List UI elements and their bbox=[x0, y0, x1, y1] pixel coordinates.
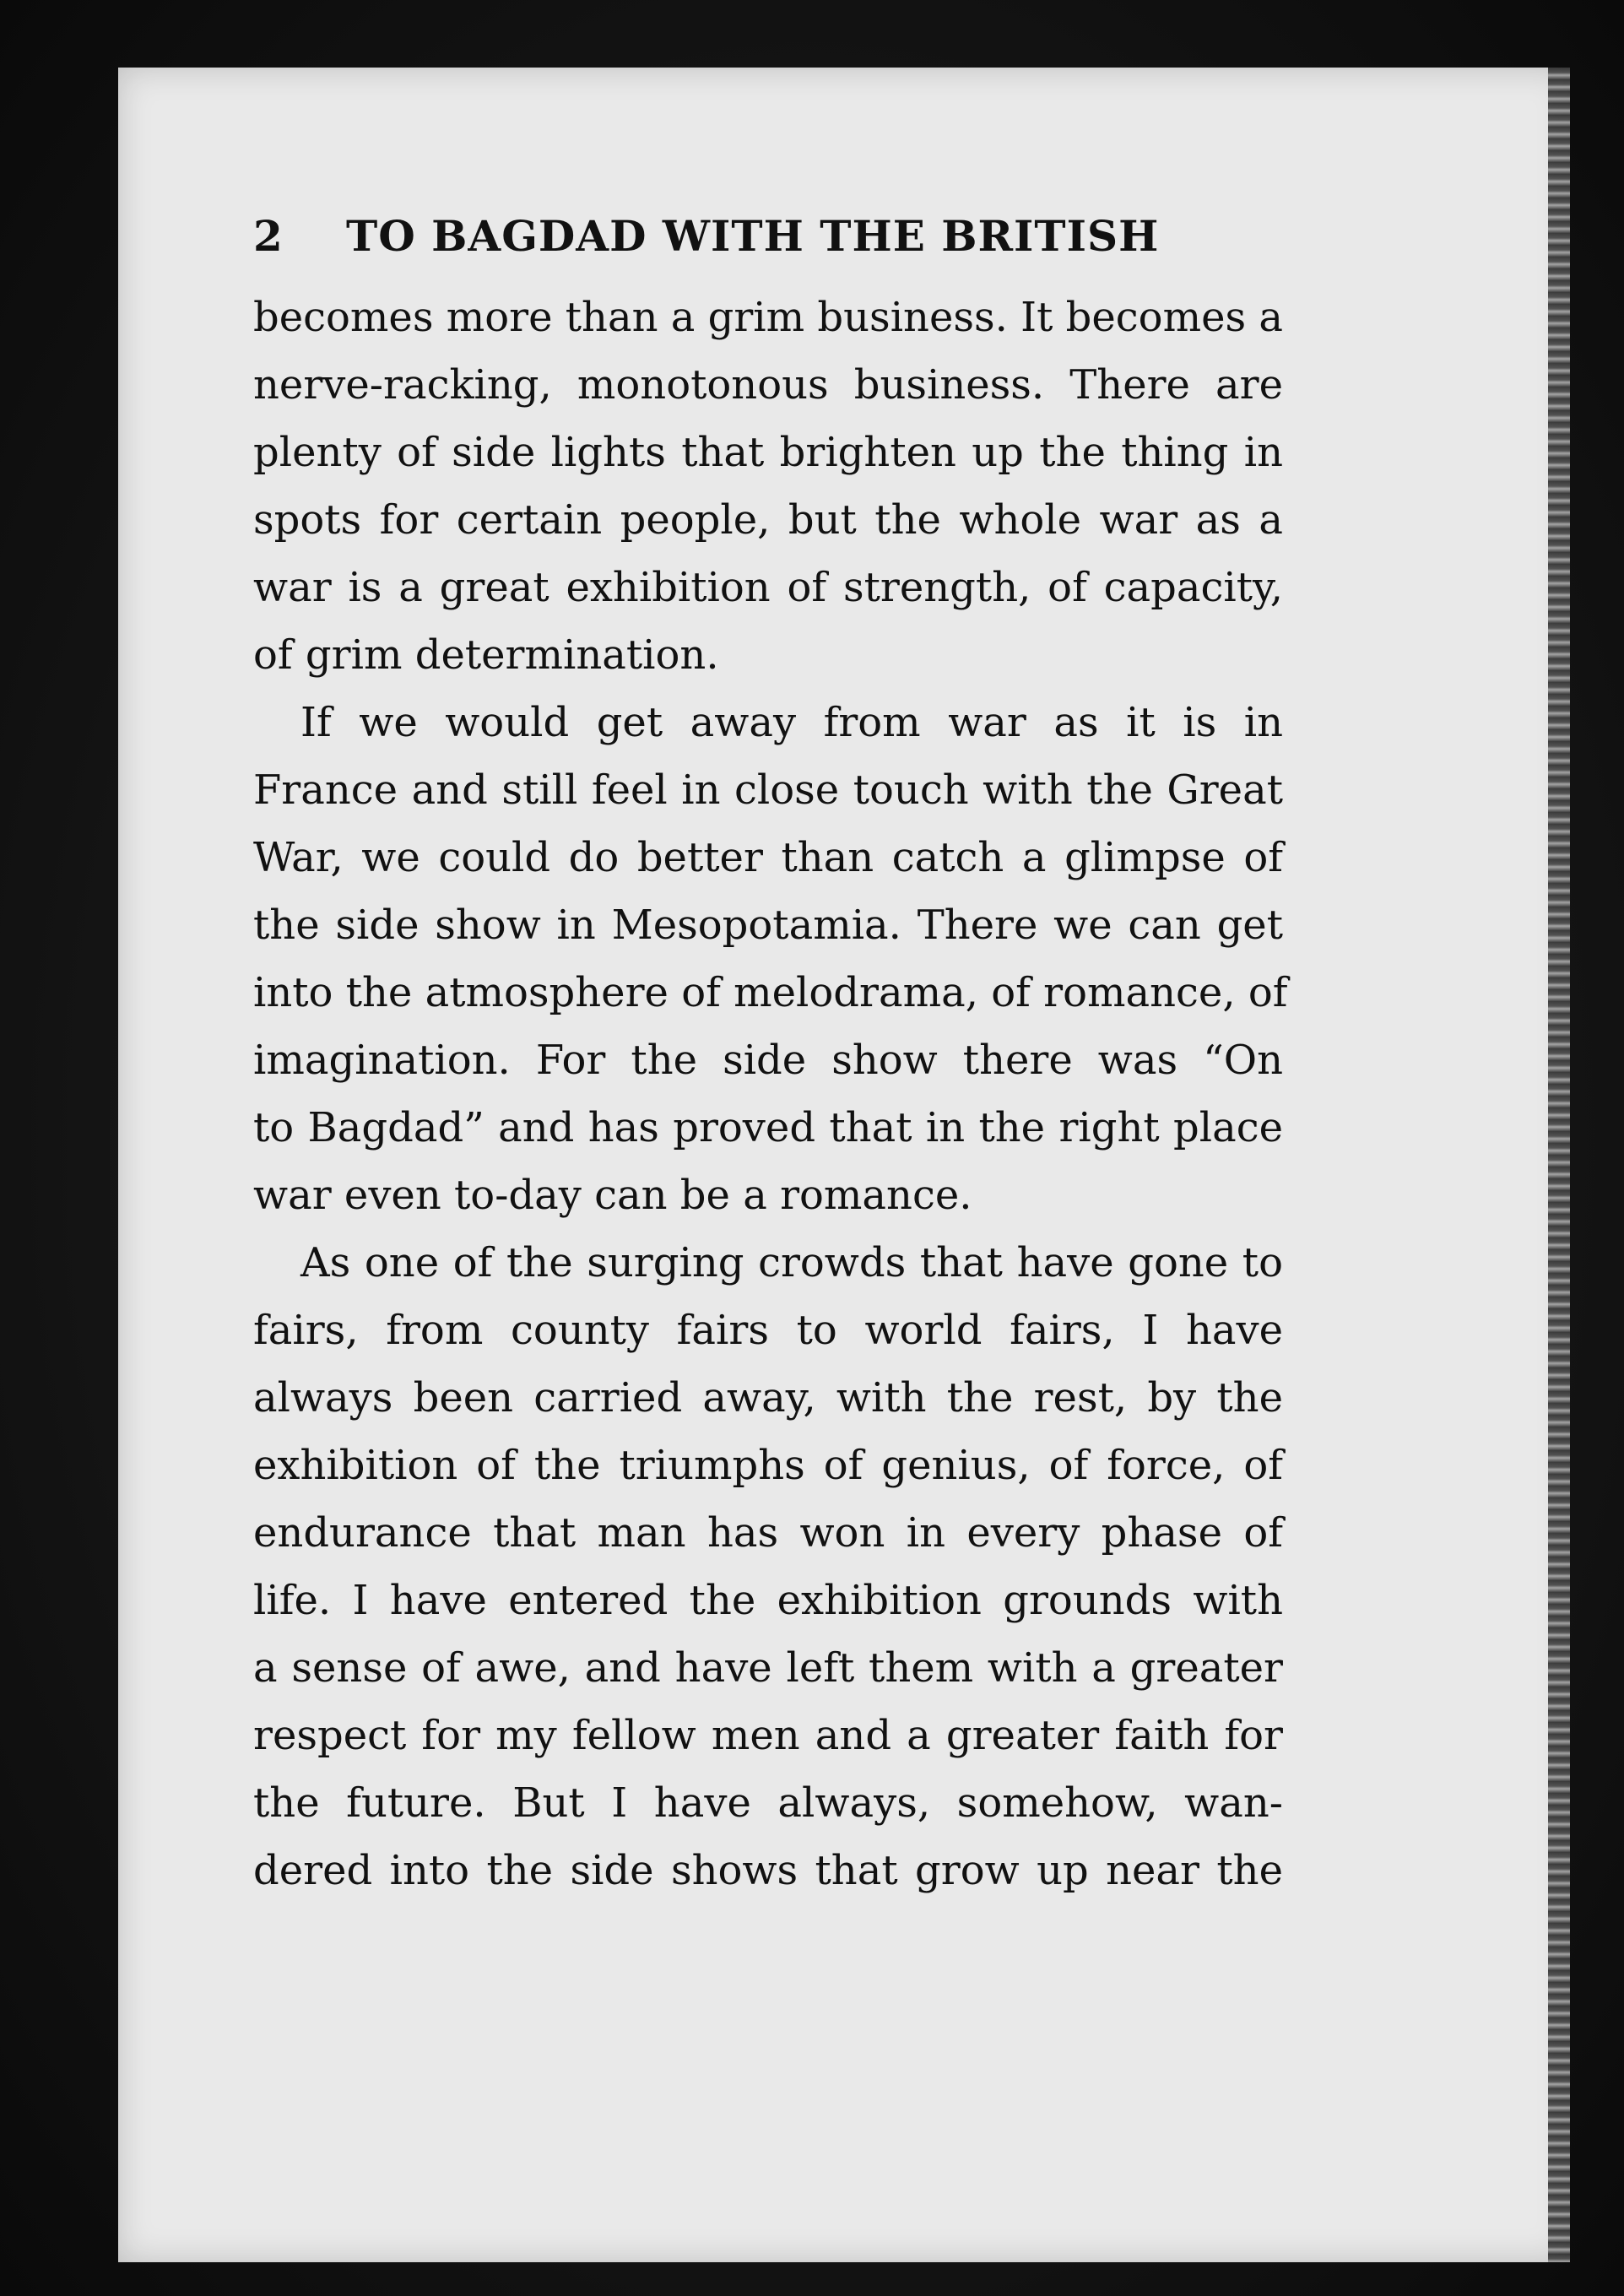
text-line: imagination. For the side show there was “On bbox=[253, 1037, 1283, 1084]
text-line: As one of the surging crowds that have gone to bbox=[300, 1239, 1283, 1286]
text-line: to Bagdad” and has proved that in the right place bbox=[253, 1104, 1283, 1151]
paragraph-3 bbox=[253, 1229, 1435, 1904]
text-line: always been carried away, with the rest, by the bbox=[253, 1374, 1283, 1421]
text-line: If we would get away from war as it is in bbox=[300, 699, 1283, 746]
text-line: fairs, from county fairs to world fairs, I have bbox=[253, 1307, 1283, 1354]
text-line: France and still feel in close touch with the Great bbox=[253, 766, 1283, 814]
paragraph-2 bbox=[253, 689, 1435, 1229]
page-edge bbox=[1548, 68, 1570, 2262]
page-number: 2 bbox=[253, 211, 284, 261]
text-line: endurance that man has won in every phase of bbox=[253, 1509, 1283, 1557]
paragraph-1 bbox=[253, 284, 1435, 689]
page-text bbox=[253, 211, 1435, 1904]
text-line: war even to-day can be a romance. bbox=[253, 1172, 972, 1219]
text-line: respect for my fellow men and a greater faith for bbox=[253, 1712, 1283, 1759]
text-line: the side show in Mesopotamia. There we can get bbox=[253, 902, 1283, 949]
running-head bbox=[253, 211, 1435, 279]
text-line: spots for certain people, but the whole war as a bbox=[253, 496, 1283, 544]
text-line: dered into the side shows that grow up near the bbox=[253, 1847, 1283, 1894]
text-line: War, we could do better than catch a glimpse of bbox=[253, 834, 1283, 881]
text-line: exhibition of the triumphs of genius, of force, of bbox=[253, 1442, 1283, 1489]
text-line: of grim determination. bbox=[253, 631, 719, 679]
text-line: the future. But I have always, somehow, wan- bbox=[253, 1779, 1283, 1827]
text-line: into the atmosphere of melodrama, of romance, of bbox=[253, 969, 1288, 1016]
text-line: becomes more than a grim business. It becomes a bbox=[253, 294, 1283, 341]
text-line: war is a great exhibition of strength, of capacity, bbox=[253, 564, 1283, 611]
text-line: nerve-racking, monotonous business. There are bbox=[253, 361, 1283, 409]
text-line: plenty of side lights that brighten up the thing in bbox=[253, 429, 1283, 476]
text-line: life. I have entered the exhibition grounds with bbox=[253, 1577, 1283, 1624]
book-title: TO BAGDAD WITH THE BRITISH bbox=[346, 211, 1160, 261]
text-line: a sense of awe, and have left them with a greater bbox=[253, 1644, 1283, 1692]
